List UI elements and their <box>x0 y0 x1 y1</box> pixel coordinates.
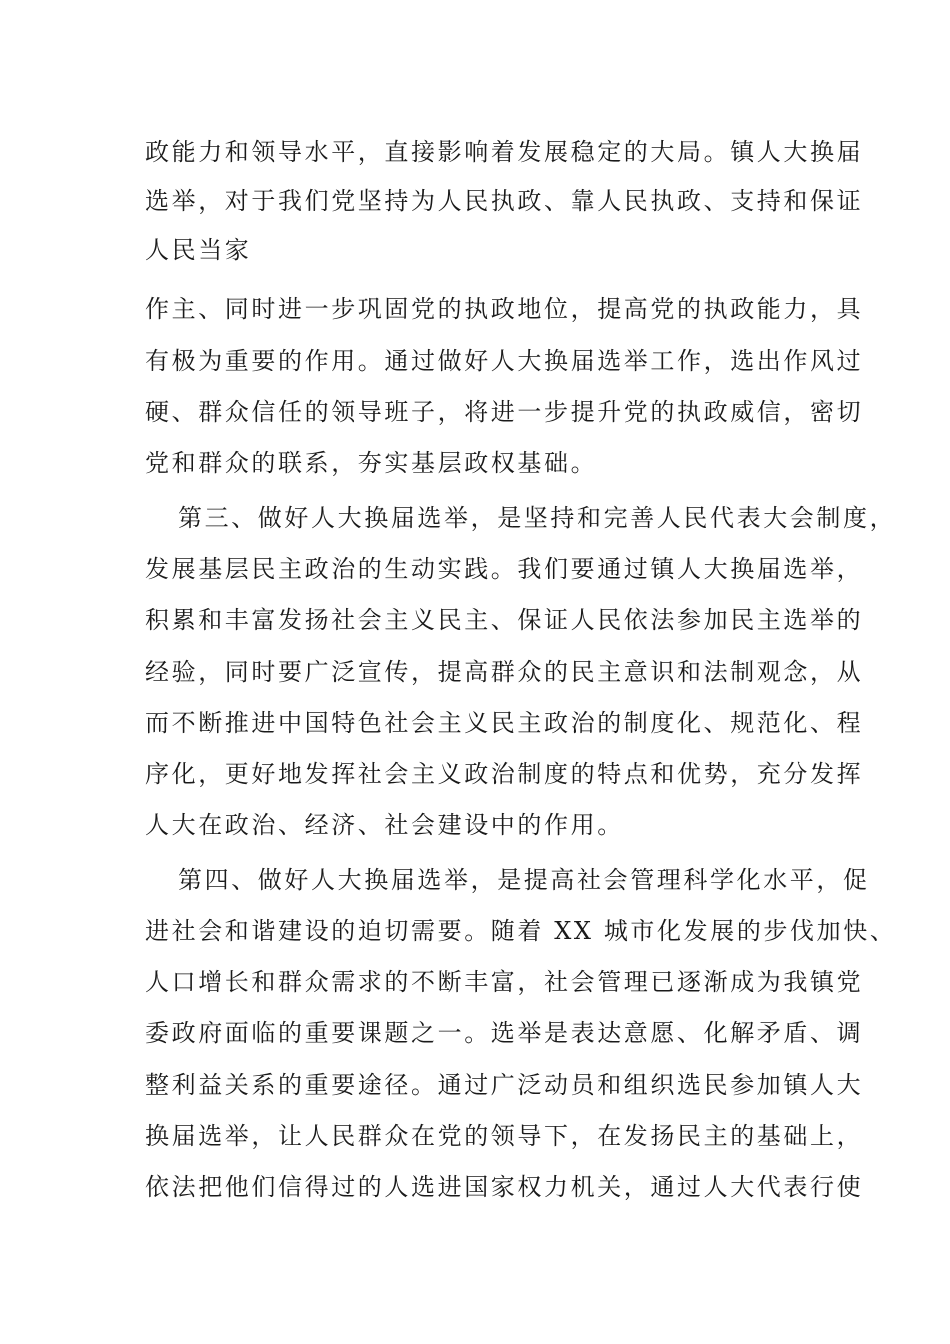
text-line: 换届选举，让人民群众在党的领导下，在发扬民主的基础上， <box>145 1122 864 1150</box>
text-line: 人口增长和群众需求的不断丰富，社会管理已逐渐成为我镇党 <box>145 968 864 996</box>
text-line: 而不断推进中国特色社会主义民主政治的制度化、规范化、程 <box>145 709 864 737</box>
text-line: 经验，同时要广泛宣传，提高群众的民主意识和法制观念，从 <box>145 658 864 686</box>
text-line: 人大在政治、经济、社会建设中的作用。 <box>145 811 624 839</box>
text-line: 整利益关系的重要途径。通过广泛动员和组织选民参加镇人大 <box>145 1071 864 1099</box>
text-line: 选举，对于我们党坚持为人民执政、靠人民执政、支持和保证 <box>145 187 864 215</box>
text-line: 硬、群众信任的领导班子，将进一步提升党的执政威信，密切 <box>145 398 864 426</box>
text-line: 作主、同时进一步巩固党的执政地位，提高党的执政能力，具 <box>145 295 864 323</box>
paragraph-first-line: 第四、做好人大换届选举，是提高社会管理科学化水平，促 <box>178 866 870 894</box>
text-line: 序化，更好地发挥社会主义政治制度的特点和优势，充分发挥 <box>145 760 864 788</box>
text-line: 有极为重要的作用。通过做好人大换届选举工作，选出作风过 <box>145 347 864 375</box>
text-line: 进社会和谐建设的迫切需要。随着 XX 城市化发展的步伐加快、 <box>145 917 897 945</box>
text-line: 发展基层民主政治的生动实践。我们要通过镇人大换届选举， <box>145 555 864 583</box>
text-line: 人民当家 <box>145 236 252 264</box>
text-line: 委政府面临的重要课题之一。选举是表达意愿、化解矛盾、调 <box>145 1019 864 1047</box>
text-line: 党和群众的联系，夯实基层政权基础。 <box>145 449 598 477</box>
text-line: 政能力和领导水平，直接影响着发展稳定的大局。镇人大换届 <box>145 138 864 166</box>
text-line: 积累和丰富发扬社会主义民主、保证人民依法参加民主选举的 <box>145 606 864 634</box>
paragraph-first-line: 第三、做好人大换届选举，是坚持和完善人民代表大会制度， <box>178 504 897 532</box>
text-line: 依法把他们信得过的人选进国家权力机关，通过人大代表行使 <box>145 1173 864 1201</box>
